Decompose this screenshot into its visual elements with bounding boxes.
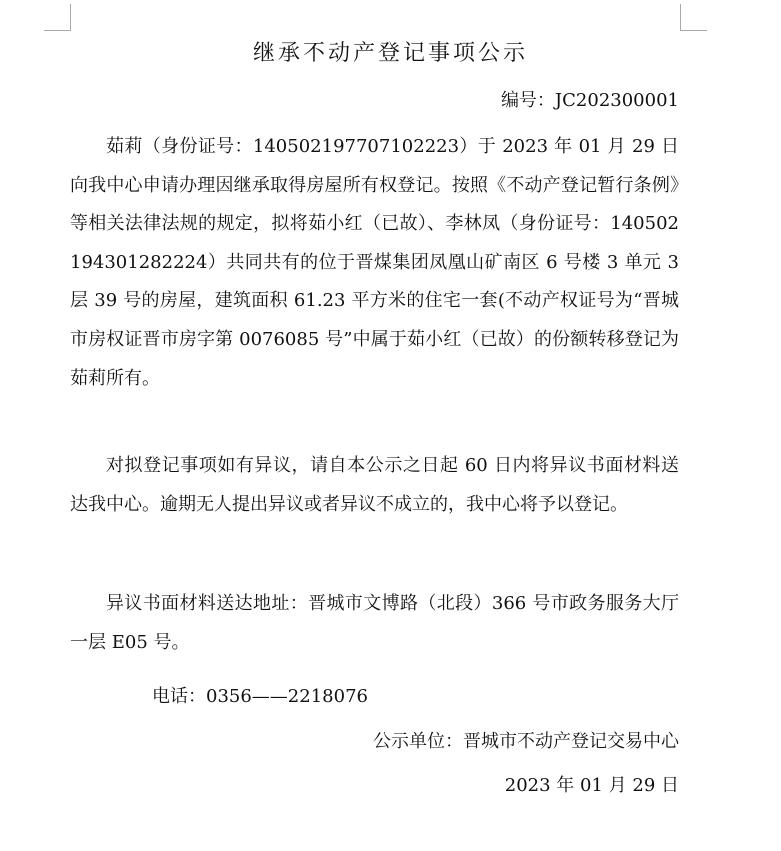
- page-corner-mark-top-left: [44, 4, 71, 31]
- contact-phone: 电话：0356——2218076: [152, 686, 368, 707]
- body-paragraph-objection-period: 对拟登记事项如有异议，请自本公示之日起 60 日内将异议书面材料送达我中心。逾期无人提出异议或者异议不成立的，我中心将予以登记。: [70, 455, 679, 515]
- issuing-unit: 公示单位：晋城市不动产登记交易中心: [373, 731, 679, 752]
- issue-date: 2023 年 01 月 29 日: [504, 775, 679, 796]
- document-number: 编号：JC202300001: [500, 90, 679, 111]
- body-paragraph-application: 茹莉（身份证号：140502197707102223）于 2023 年 01 月 29 日向我中心申请办理因继承取得房屋所有权登记。按照《不动产登记暂行条例》等相关法律法规的规定，拟将茹小红（已故）、李林凤（身份证号：140502194301282224）共同共有的位于晋煤集团凤凰山矿南区 6 号楼 3 单元 3 层 39 号的房屋，建筑面积 61.23 平方米的住宅一套(不动产权证号为“晋城市房权证晋市房字第 0076085 号”中属于茹小红（已故）的份额转移登记为茹莉所有。: [70, 136, 679, 389]
- page-corner-mark-top-right: [680, 4, 707, 31]
- body-paragraph-objection-address: 异议书面材料送达地址：晋城市文博路（北段）366 号市政务服务大厅一层 E05 号。: [70, 593, 679, 653]
- document-title: 继承不动产登记事项公示: [252, 41, 528, 66]
